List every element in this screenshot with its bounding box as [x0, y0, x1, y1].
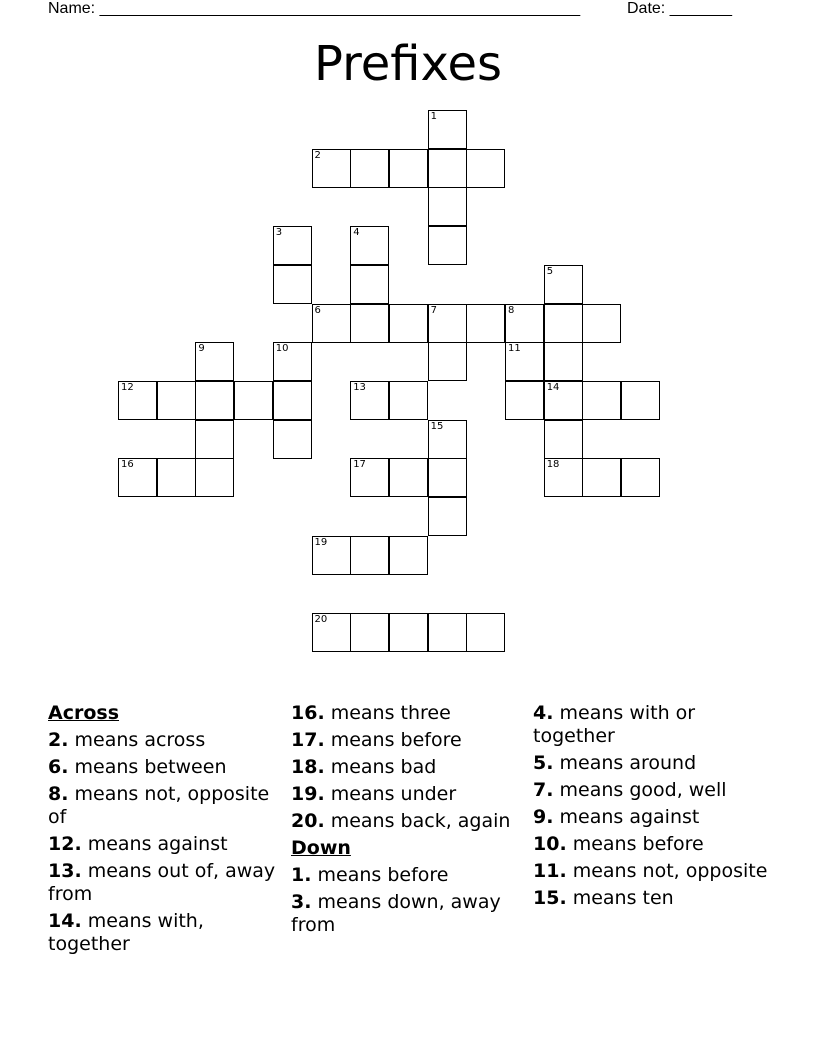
grid-cell[interactable]: [389, 381, 428, 420]
clue-number: 5.: [533, 752, 554, 774]
cell-number: 16: [121, 459, 134, 471]
grid-cell[interactable]: [273, 381, 312, 420]
grid-cell[interactable]: [195, 342, 234, 381]
cell-number: 6: [314, 304, 321, 316]
clue-number: 15.: [533, 887, 567, 909]
clue-number: 19.: [291, 783, 325, 805]
clue-text: means bad: [330, 756, 437, 778]
clue-number: 12.: [48, 833, 82, 855]
grid-cell[interactable]: [350, 265, 389, 304]
cell-number: 17: [353, 459, 366, 471]
cell-number: 12: [121, 381, 134, 393]
clue-item: [533, 806, 768, 829]
clue-item: [291, 864, 526, 887]
clue-number: 11.: [533, 860, 567, 882]
grid-cell[interactable]: [428, 110, 467, 149]
clue-text: means ten: [572, 887, 674, 909]
clue-number: 14.: [48, 910, 82, 932]
clue-text: means before: [330, 729, 462, 751]
grid-cell[interactable]: [273, 342, 312, 381]
cell-number: 5: [546, 265, 554, 277]
clue-heading-across: Across: [48, 702, 120, 724]
grid-cell[interactable]: [428, 304, 467, 343]
cell-number: 2: [314, 149, 321, 161]
clue-item: [533, 860, 768, 883]
clue-number: 16.: [291, 702, 325, 724]
grid-cell[interactable]: [544, 381, 583, 420]
grid-cell[interactable]: [312, 304, 351, 343]
page-title: Prefixes: [313, 36, 502, 92]
grid-cell[interactable]: [505, 342, 544, 381]
grid-cell[interactable]: [350, 226, 389, 265]
cell-number: 19: [314, 536, 328, 548]
cell-number: 13: [353, 381, 366, 393]
clue-text: means good, well: [559, 779, 727, 801]
clue-item: [48, 783, 283, 829]
grid-cell[interactable]: [312, 536, 351, 575]
clue-item: [533, 752, 768, 775]
clue-text: means not, opposite of: [48, 783, 270, 828]
clue-number: 8.: [48, 783, 69, 805]
grid-cell[interactable]: [389, 536, 428, 575]
grid-cell[interactable]: [273, 226, 312, 265]
clue-item: [291, 702, 526, 725]
grid-cell[interactable]: [389, 458, 428, 497]
clue-column-1: [48, 702, 283, 960]
grid-cell[interactable]: [428, 342, 467, 381]
clue-text: means against: [559, 806, 700, 828]
clue-text: means three: [330, 702, 451, 724]
grid-cell[interactable]: [428, 420, 467, 459]
grid-cell[interactable]: [544, 304, 583, 343]
clue-text: means before: [317, 864, 449, 886]
grid-cell[interactable]: [389, 613, 428, 652]
grid-cell[interactable]: [273, 420, 312, 459]
grid-cell[interactable]: [350, 304, 389, 343]
grid-cell[interactable]: [312, 149, 351, 188]
grid-cell[interactable]: [350, 613, 389, 652]
grid-cell[interactable]: [195, 458, 234, 497]
clue-item: [291, 783, 526, 806]
clue-number: 9.: [533, 806, 554, 828]
clue-item: [291, 891, 526, 937]
clue-number: 18.: [291, 756, 325, 778]
clue-text: means out of, away from: [48, 860, 276, 905]
grid-cell[interactable]: [428, 497, 467, 536]
clue-item: [291, 756, 526, 779]
clue-number: 7.: [533, 779, 554, 801]
grid-cell[interactable]: [389, 304, 428, 343]
clue-item: [533, 887, 768, 910]
grid-cell[interactable]: [544, 265, 583, 304]
grid-cell[interactable]: [157, 381, 196, 420]
grid-cell[interactable]: [195, 420, 234, 459]
clue-column-2: [291, 702, 526, 941]
clue-text: means around: [559, 752, 697, 774]
grid-cell[interactable]: [544, 420, 583, 459]
grid-cell[interactable]: [582, 381, 621, 420]
cell-number: 18: [546, 459, 560, 471]
grid-cell[interactable]: [428, 613, 467, 652]
cell-number: 1: [430, 111, 437, 122]
clue-text: means before: [572, 833, 704, 855]
clue-text: means between: [74, 756, 227, 778]
cell-number: 14: [546, 381, 560, 393]
grid-cell[interactable]: [389, 149, 428, 188]
grid-cell[interactable]: [544, 458, 583, 497]
clue-column-3: [533, 702, 768, 914]
clue-item: [291, 729, 526, 752]
clue-text: means not, opposite: [572, 860, 768, 882]
grid-cell[interactable]: [273, 265, 312, 304]
clue-heading-down: Down: [291, 837, 351, 859]
grid-cell[interactable]: [118, 381, 157, 420]
cell-number: 11: [508, 343, 521, 355]
cell-number: 7: [430, 304, 437, 316]
grid-cell[interactable]: [466, 304, 505, 343]
clue-item: [291, 810, 526, 833]
clue-text: means down, away from: [291, 891, 501, 936]
grid-cell[interactable]: [544, 342, 583, 381]
clue-text: means back, again: [330, 810, 511, 832]
clue-text: means against: [87, 833, 228, 855]
grid-cell[interactable]: [582, 458, 621, 497]
grid-cell[interactable]: [350, 381, 389, 420]
clue-number: 13.: [48, 860, 82, 882]
grid-cell[interactable]: [428, 458, 467, 497]
grid-cell[interactable]: [428, 226, 467, 265]
grid-cell[interactable]: [428, 187, 467, 226]
cell-number: 9: [198, 343, 205, 355]
clue-item: [48, 756, 283, 779]
cell-number: 3: [275, 227, 283, 239]
clue-item: [533, 779, 768, 802]
clue-item: [533, 702, 768, 748]
clue-number: 17.: [291, 729, 325, 751]
grid-cell[interactable]: [428, 149, 467, 188]
grid-cell[interactable]: [157, 458, 196, 497]
grid-cell[interactable]: [234, 381, 273, 420]
grid-cell[interactable]: [118, 458, 157, 497]
clue-number: 2.: [48, 729, 69, 751]
grid-cell[interactable]: [582, 304, 621, 343]
clue-number: 1.: [291, 864, 312, 886]
clue-number: 6.: [48, 756, 69, 778]
grid-cell[interactable]: [466, 613, 505, 652]
date-field-label[interactable]: Date: _______: [627, 0, 732, 17]
grid-cell[interactable]: [350, 536, 389, 575]
name-field-label[interactable]: Name: ______________________________________________________: [48, 0, 581, 17]
grid-cell[interactable]: [466, 149, 505, 188]
cell-number: 4: [353, 227, 360, 239]
clue-item: [48, 729, 283, 752]
grid-cell[interactable]: [621, 381, 660, 420]
cell-number: 15: [430, 420, 444, 432]
cell-number: 20: [314, 614, 328, 626]
clue-number: 3.: [291, 891, 312, 913]
cell-number: 8: [508, 304, 515, 316]
clue-number: 4.: [533, 702, 554, 724]
grid-cell[interactable]: [312, 613, 351, 652]
grid-cell[interactable]: [505, 304, 544, 343]
clue-text: means under: [330, 783, 457, 805]
clue-number: 10.: [533, 833, 567, 855]
grid-cell[interactable]: [621, 458, 660, 497]
clue-item: [533, 833, 768, 856]
grid-cell[interactable]: [350, 458, 389, 497]
grid-cell[interactable]: [195, 381, 234, 420]
clue-item: [48, 910, 283, 956]
grid-cell[interactable]: [505, 381, 544, 420]
clue-item: [48, 833, 283, 856]
clue-number: 20.: [291, 810, 325, 832]
clue-item: [48, 860, 283, 906]
clue-text: means across: [74, 729, 206, 751]
clue-text: means with, together: [48, 910, 204, 955]
cell-number: 10: [275, 343, 289, 355]
clue-text: means with or together: [533, 702, 696, 747]
grid-cell[interactable]: [350, 149, 389, 188]
